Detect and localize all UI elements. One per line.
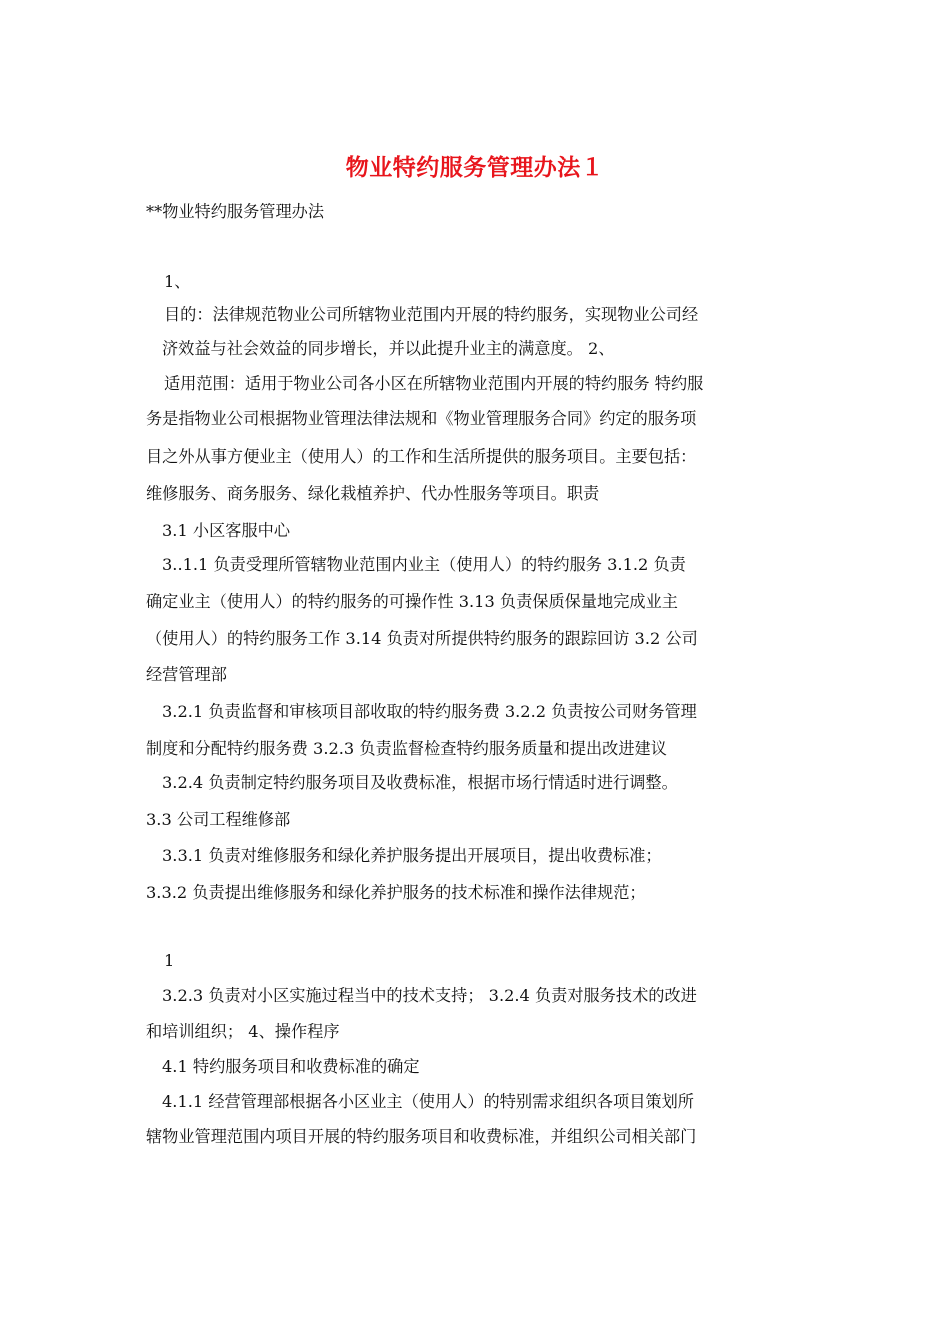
paragraph-line: 和培训组织； 4、操作程序 <box>146 1022 340 1041</box>
paragraph-line: 1、 <box>164 272 191 291</box>
paragraph-line: 经营管理部 <box>146 665 227 684</box>
document-title: 物业特约服务管理办法１ <box>345 154 605 181</box>
paragraph-line: 制度和分配特约服务费 3.2.3 负责监督检查特约服务质量和提出改进建议 <box>146 739 667 758</box>
paragraph-line: 确定业主（使用人）的特约服务的可操作性 3.13 负责保质保量地完成业主 <box>146 592 678 611</box>
subtitle-line: **物业特约服务管理办法 <box>146 202 325 221</box>
paragraph-line: 3.2.3 负责对小区实施过程当中的技术支持； 3.2.4 负责对服务技术的改进 <box>162 986 697 1005</box>
paragraph-line: 济效益与社会效益的同步增长，并以此提升业主的满意度。 2、 <box>162 339 615 358</box>
paragraph-line: 务是指物业公司根据物业管理法律法规和《物业管理服务合同》约定的服务项 <box>146 409 697 428</box>
paragraph-line: 目的：法律规范物业公司所辖物业范围内开展的特约服务，实现物业公司经 <box>164 305 699 324</box>
paragraph-line: 3.2.1 负责监督和审核项目部收取的特约服务费 3.2.2 负责按公司财务管理 <box>162 702 697 721</box>
paragraph-line: 辖物业管理范围内项目开展的特约服务项目和收费标准，并组织公司相关部门 <box>146 1127 697 1146</box>
paragraph-line: 3..1.1 负责受理所管辖物业范围内业主（使用人）的特约服务 3.1.2 负责 <box>162 555 686 574</box>
paragraph-line: 维修服务、商务服务、绿化栽植养护、代办性服务等项目。职责 <box>146 484 600 503</box>
paragraph-line: 3.3.1 负责对维修服务和绿化养护服务提出开展项目，提出收费标准； <box>162 846 662 865</box>
section-heading: 4.1 特约服务项目和收费标准的确定 <box>162 1057 420 1076</box>
paragraph-line: 4.1.1 经营管理部根据各小区业主（使用人）的特别需求组织各项目策划所 <box>162 1092 694 1111</box>
section-heading: 3.3 公司工程维修部 <box>146 810 291 829</box>
paragraph-line: （使用人）的特约服务工作 3.14 负责对所提供特约服务的跟踪回访 3.2 公司 <box>146 629 698 648</box>
paragraph-line: 目之外从事方便业主（使用人）的工作和生活所提供的服务项目。主要包括： <box>146 447 697 466</box>
paragraph-line: 3.3.2 负责提出维修服务和绿化养护服务的技术标准和操作法律规范； <box>146 883 646 902</box>
section-heading: 3.1 小区客服中心 <box>162 521 291 540</box>
page-number: 1 <box>164 951 175 970</box>
paragraph-line: 3.2.4 负责制定特约服务项目及收费标准，根据市场行情适时进行调整。 <box>162 773 678 792</box>
paragraph-line: 适用范围：适用于物业公司各小区在所辖物业范围内开展的特约服务 特约服 <box>164 374 704 393</box>
